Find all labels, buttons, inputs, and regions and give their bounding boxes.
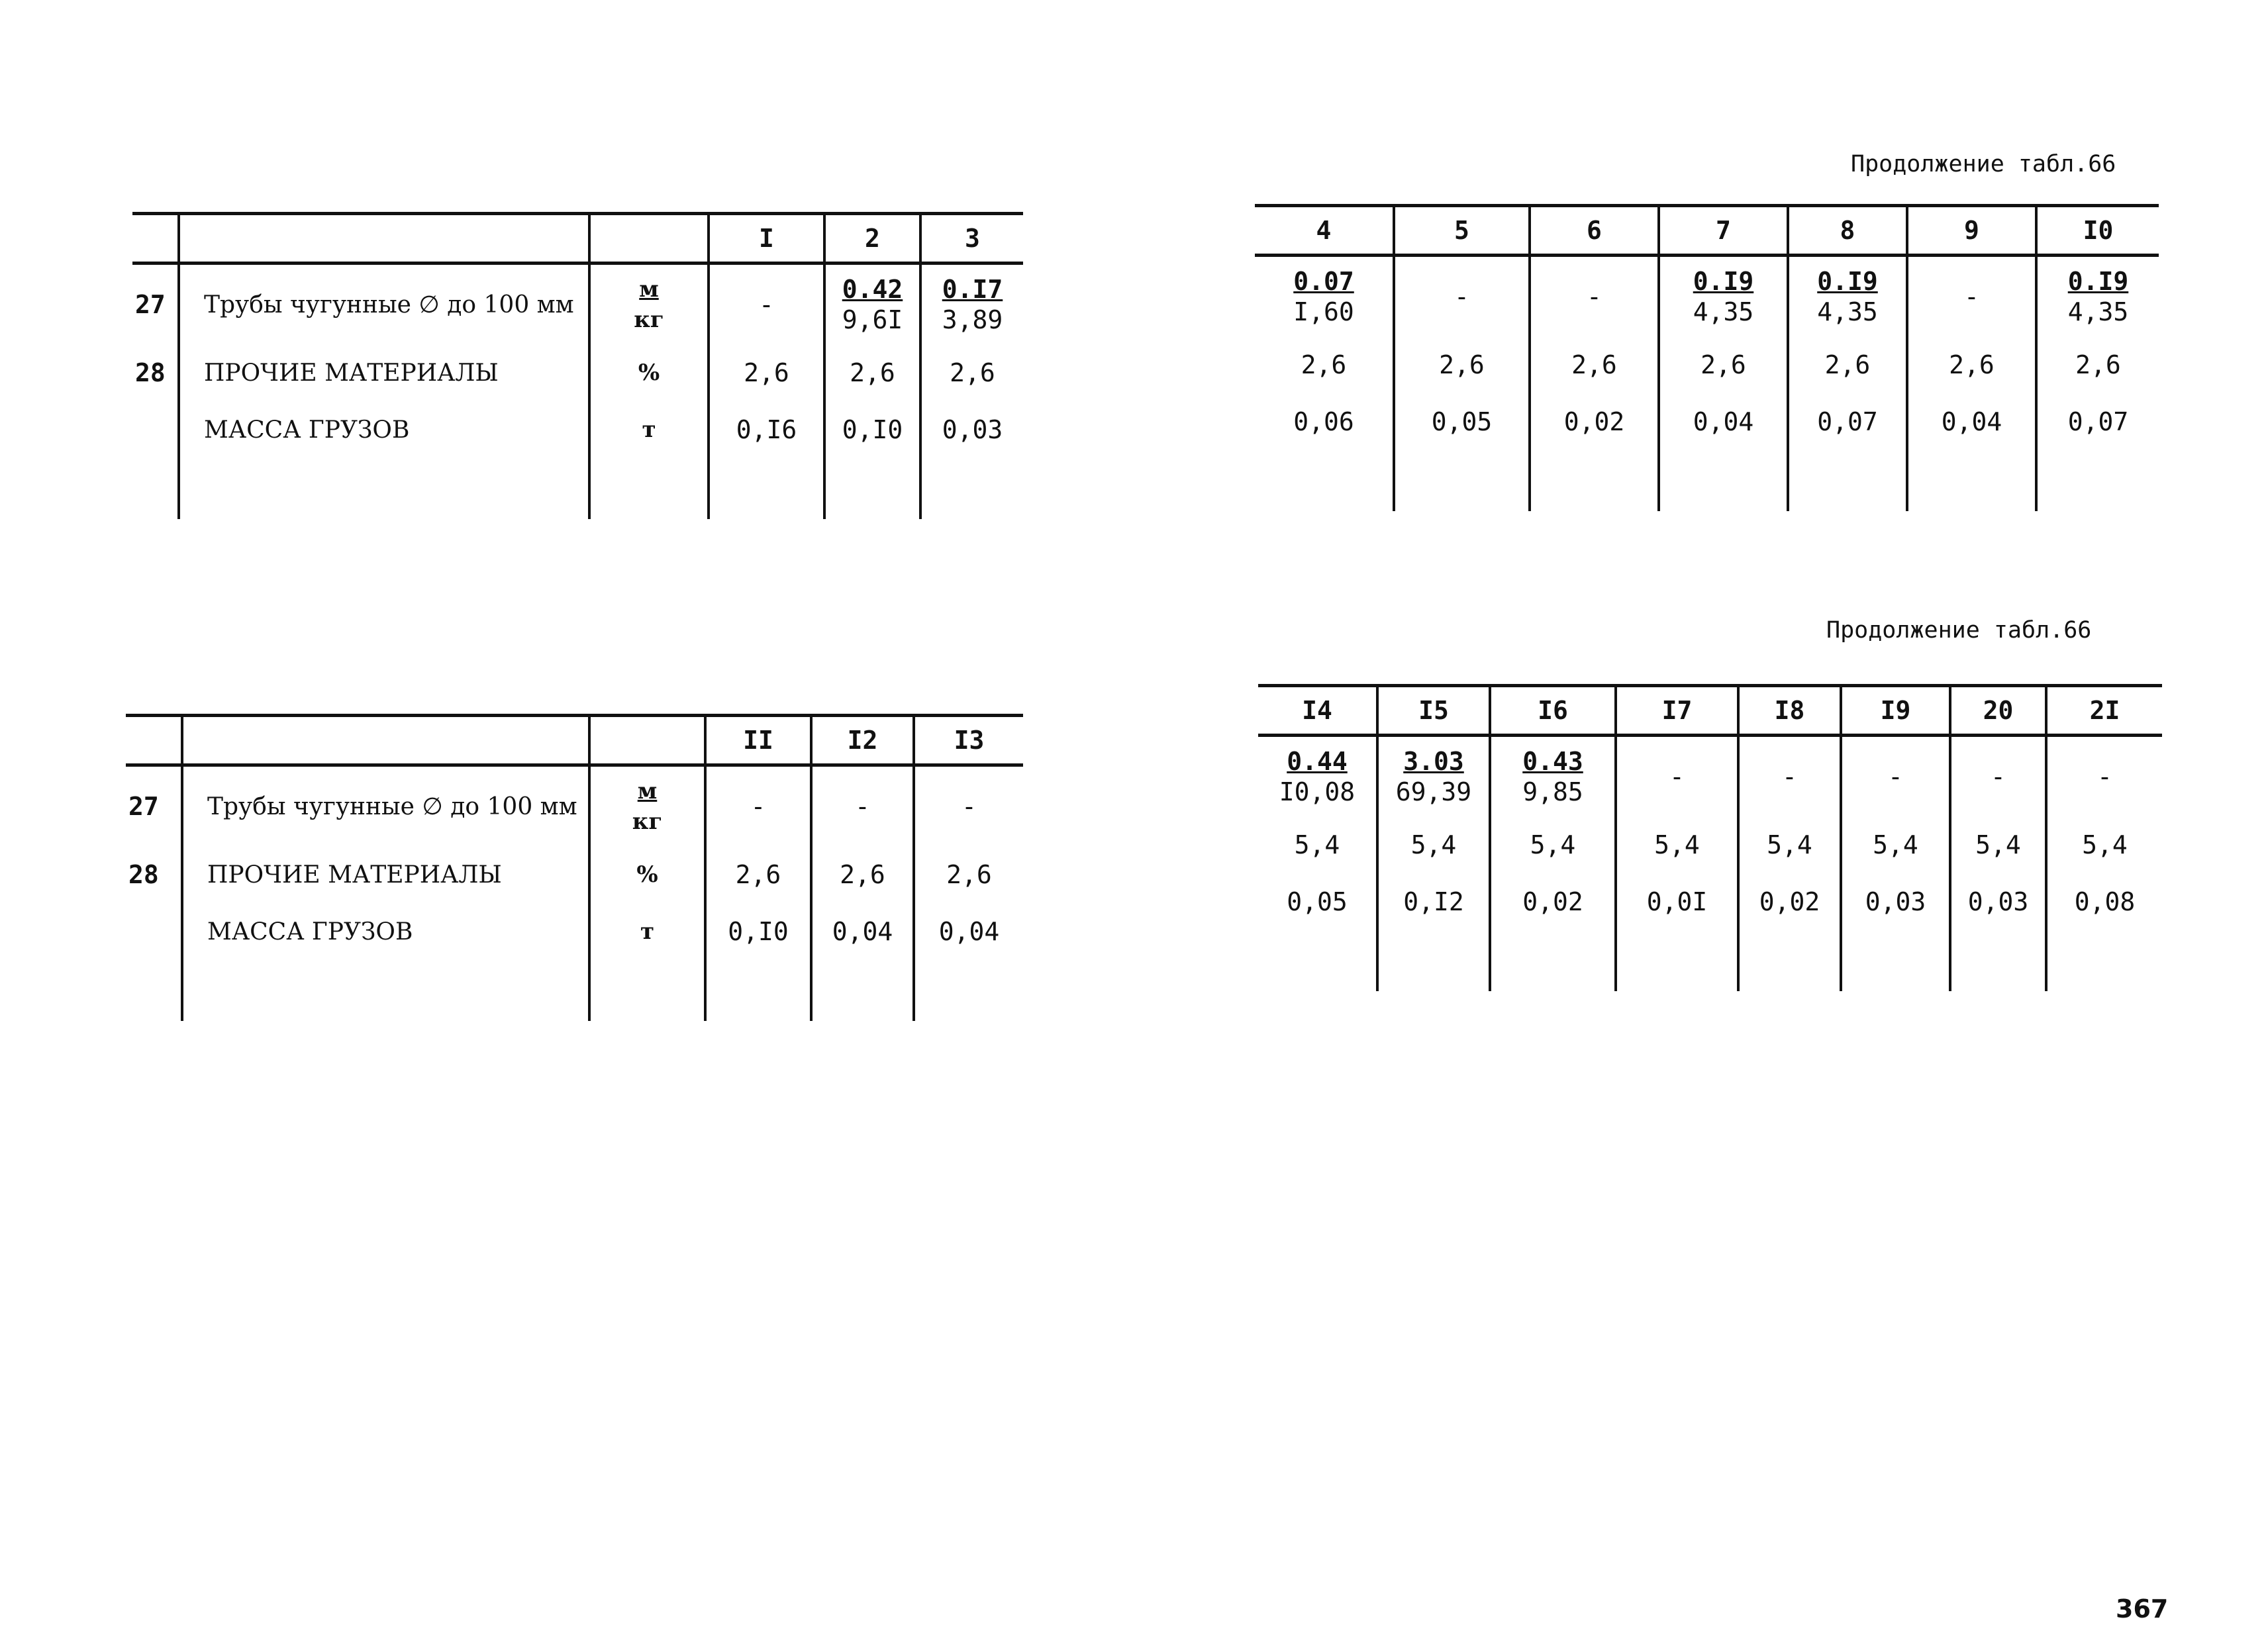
header-unit (589, 214, 709, 264)
header-col: I8 (1738, 686, 1841, 736)
value-cell: 2,6 (1394, 336, 1530, 393)
value-cell: 0,0I (1616, 873, 1738, 930)
header-col: I0 (2036, 206, 2159, 256)
value-cell: 0,02 (1530, 393, 1659, 450)
header-col: 5 (1394, 206, 1530, 256)
row-name: Трубы чугунные ∅ до 100 мм (179, 264, 589, 345)
header-col: 6 (1530, 206, 1659, 256)
value-cell: 2,6 (920, 344, 1023, 401)
header-name (182, 716, 589, 765)
value-cell: - (1738, 736, 1841, 817)
value-cell: 0,I0 (705, 903, 811, 960)
header-col: I2 (811, 716, 914, 765)
value-cell: - (1841, 736, 1950, 817)
header-col: I7 (1616, 686, 1738, 736)
value-cell: 0,07 (1788, 393, 1907, 450)
caption-top-right: Продолжение табл.66 (1851, 151, 2116, 177)
value-cell: 2,6 (824, 344, 920, 401)
value-cell: 2,6 (1907, 336, 2036, 393)
row-number: 28 (128, 860, 159, 889)
header-col: 9 (1907, 206, 2036, 256)
row-name: ПРОЧИЕ МАТЕРИАЛЫ (182, 846, 589, 903)
value-cell: 5,4 (1490, 816, 1616, 873)
value-cell: - (1907, 256, 2036, 337)
row-name: ПРОЧИЕ МАТЕРИАЛЫ (179, 344, 589, 401)
row-unit: $\frac{м}{кг}$ (589, 765, 705, 847)
value-cell: $\frac{0.43}{9,85}$ (1490, 736, 1616, 817)
value-cell: $\frac{0.07}{I,60}$ (1293, 267, 1354, 326)
header-col: I3 (914, 716, 1023, 765)
row-unit: т (589, 401, 709, 458)
table-columns-11-13 (126, 714, 1023, 1021)
row-name: МАССА ГРУЗОВ (179, 401, 589, 458)
value-cell: 0,05 (1394, 393, 1530, 450)
value-cell: - (705, 765, 811, 847)
header-col: II (705, 716, 811, 765)
value-cell: 5,4 (1377, 816, 1490, 873)
value-cell: 0,03 (1950, 873, 2046, 930)
header-unit (589, 716, 705, 765)
value-cell: $\frac{0.I9}{4,35}$ (1659, 256, 1788, 337)
table-columns-14-21 (1258, 684, 2162, 991)
header-col: 7 (1659, 206, 1788, 256)
value-cell: 2,6 (1530, 336, 1659, 393)
value-cell: 0,03 (1841, 873, 1950, 930)
value-cell: 2,6 (2036, 336, 2159, 393)
header-col: I5 (1377, 686, 1490, 736)
value-cell: 0,I0 (824, 401, 920, 458)
value-cell: 5,4 (1616, 816, 1738, 873)
header-col: I4 (1258, 686, 1377, 736)
row-unit: $\frac{м}{кг}$ (589, 264, 709, 345)
row-number: 27 (135, 290, 166, 319)
header-name (179, 214, 589, 264)
value-cell: 0,02 (1738, 873, 1841, 930)
header-col: I6 (1490, 686, 1616, 736)
value-cell: 0,04 (1659, 393, 1788, 450)
value-cell: 0,04 (1907, 393, 2036, 450)
header-col: 8 (1788, 206, 1907, 256)
row-name: Трубы чугунные ∅ до 100 мм (182, 765, 589, 847)
header-col: I (709, 214, 824, 264)
page-number: 367 (2116, 1594, 2169, 1623)
value-cell: 0,I6 (709, 401, 824, 458)
header-col: 2I (2046, 686, 2162, 736)
value-cell: - (914, 765, 1023, 847)
value-cell: 0,03 (920, 401, 1023, 458)
table-columns-4-10 (1255, 204, 2159, 511)
header-col: 20 (1950, 686, 2046, 736)
table-columns-1-3 (132, 212, 1023, 519)
value-cell: $\frac{0.I9}{4,35}$ (1788, 256, 1907, 337)
value-cell: 0,04 (811, 903, 914, 960)
row-unit: % (589, 344, 709, 401)
value-cell: 0,05 (1287, 887, 1348, 916)
value-cell: 0,02 (1490, 873, 1616, 930)
value-cell: 2,6 (1301, 350, 1347, 379)
header-col: I9 (1841, 686, 1950, 736)
value-cell: $\frac{0.I7}{3,89}$ (920, 264, 1023, 345)
header-col: 2 (824, 214, 920, 264)
value-cell: - (1530, 256, 1659, 337)
row-name: МАССА ГРУЗОВ (182, 903, 589, 960)
value-cell: 2,6 (705, 846, 811, 903)
value-cell: - (1616, 736, 1738, 817)
value-cell: 2,6 (811, 846, 914, 903)
value-cell: 5,4 (2046, 816, 2162, 873)
value-cell: 0,06 (1293, 407, 1354, 436)
caption-bottom-right: Продолжение табл.66 (1826, 617, 2092, 644)
value-cell: $\frac{0.42}{9,6I}$ (824, 264, 920, 345)
header-col: 4 (1255, 206, 1394, 256)
value-cell: - (1394, 256, 1530, 337)
value-cell: 0,07 (2036, 393, 2159, 450)
value-cell: - (709, 264, 824, 345)
value-cell: - (2046, 736, 2162, 817)
value-cell: - (811, 765, 914, 847)
value-cell: 0,08 (2046, 873, 2162, 930)
row-number: 28 (135, 358, 166, 387)
value-cell: 5,4 (1950, 816, 2046, 873)
value-cell: 5,4 (1738, 816, 1841, 873)
header-col: 3 (920, 214, 1023, 264)
value-cell: 5,4 (1294, 830, 1340, 859)
value-cell: - (1950, 736, 2046, 817)
value-cell: 2,6 (914, 846, 1023, 903)
value-cell: $\frac{0.I9}{4,35}$ (2036, 256, 2159, 337)
row-number: 27 (128, 792, 159, 821)
value-cell: $\frac{3.03}{69,39}$ (1377, 736, 1490, 817)
row-number (132, 401, 179, 458)
header-num (132, 214, 179, 264)
value-cell: 0,04 (914, 903, 1023, 960)
value-cell: 0,I2 (1377, 873, 1490, 930)
value-cell: 2,6 (1788, 336, 1907, 393)
value-cell: 2,6 (1659, 336, 1788, 393)
value-cell: 5,4 (1841, 816, 1950, 873)
value-cell: $\frac{0.44}{I0,08}$ (1279, 747, 1356, 806)
value-cell: 2,6 (709, 344, 824, 401)
row-number (126, 903, 182, 960)
header-num (126, 716, 182, 765)
row-unit: % (589, 846, 705, 903)
row-unit: т (589, 903, 705, 960)
